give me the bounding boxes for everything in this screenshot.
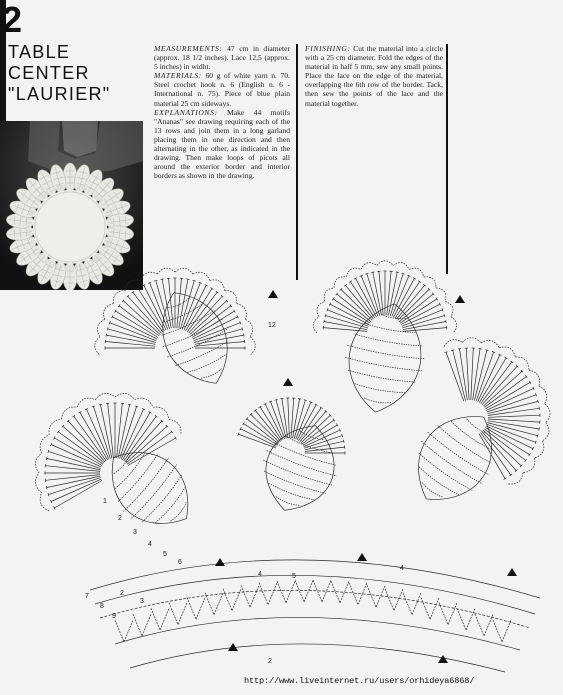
column-divider [446,44,448,274]
stitch-fan [445,348,540,479]
finishing-label: FINISHING: [305,44,351,53]
row-number: 12 [268,322,276,329]
title-line: TABLE [8,42,140,63]
materials-text: 60 g of white yarn n. 70. Steel crochet hook n. 6 (English n. 6 - International n. 75). Piece of blue plain material 25 cm sideways. [154,71,290,107]
measurements-label: MEASUREMENTS: [154,44,223,53]
row-number: 2 [120,590,124,597]
row-number: 9 [112,613,116,620]
chain-loops [444,338,550,484]
row-number: 5 [292,573,296,580]
crochet-diagram [0,258,563,690]
explanations-text: Make 44 motifs "Ananas" see drawing requiring each of the 13 rows and join them in a long garland placing them in one direction and then alternating in the other, as indicated in the drawing. Then make loops of picots all around the exterior border and interior borders as shown in the drawing. [154,108,290,181]
measurements-text: 47 cm in diameter (approx. 18 1/2 inches). Lace 12,5 (approx. 5 inches) in widht. [154,44,290,71]
stitch-fan [45,403,176,509]
direction-marker [507,568,517,576]
row-number: 4 [258,571,262,578]
row-number: 7 [85,593,89,600]
row-number: 2 [118,515,122,522]
text-column-left [154,44,290,180]
direction-marker [357,553,367,561]
row-number: 1 [103,498,107,505]
column-divider [296,44,298,280]
row-number: 4 [400,565,404,572]
materials-label: MATERIALS: [154,71,202,80]
direction-marker [215,558,225,566]
title-line: CENTER [8,63,140,84]
materials-paragraph [154,71,290,107]
text-column-right [305,44,443,108]
explanations-label: EXPLANATIONS: [154,108,218,117]
finishing-text: Cut the material into a circle with a 25 cm diameter. Fold the edges of the material in half 5 mm, sew any small points. Place the lace on the edge of the material, overlapping the 6th row of the border. Tack, then sew the points of the lace and the material together. [305,44,443,108]
pattern-title [8,42,140,105]
pattern-number: 2 [2,2,22,38]
row-number: 3 [140,598,144,605]
row-number: 6 [178,559,182,566]
title-line: "LAURIER" [8,84,140,105]
stitch-fan [238,398,345,455]
row-number: 8 [100,603,104,610]
finishing-paragraph [305,44,443,108]
direction-marker [283,378,293,386]
row-number: 3 [133,529,137,536]
direction-marker [268,290,278,298]
row-number: 2 [268,658,272,665]
row-number: 4 [148,541,152,548]
direction-marker [455,295,465,303]
explanations-paragraph [154,108,290,181]
direction-marker [438,655,448,663]
row-number: 5 [163,551,167,558]
stitch-fan [323,271,447,331]
bottom-border [90,560,540,672]
source-url: http://www.liveinternet.ru/users/orhideya6868/ [244,676,559,687]
measurements-paragraph [154,44,290,71]
